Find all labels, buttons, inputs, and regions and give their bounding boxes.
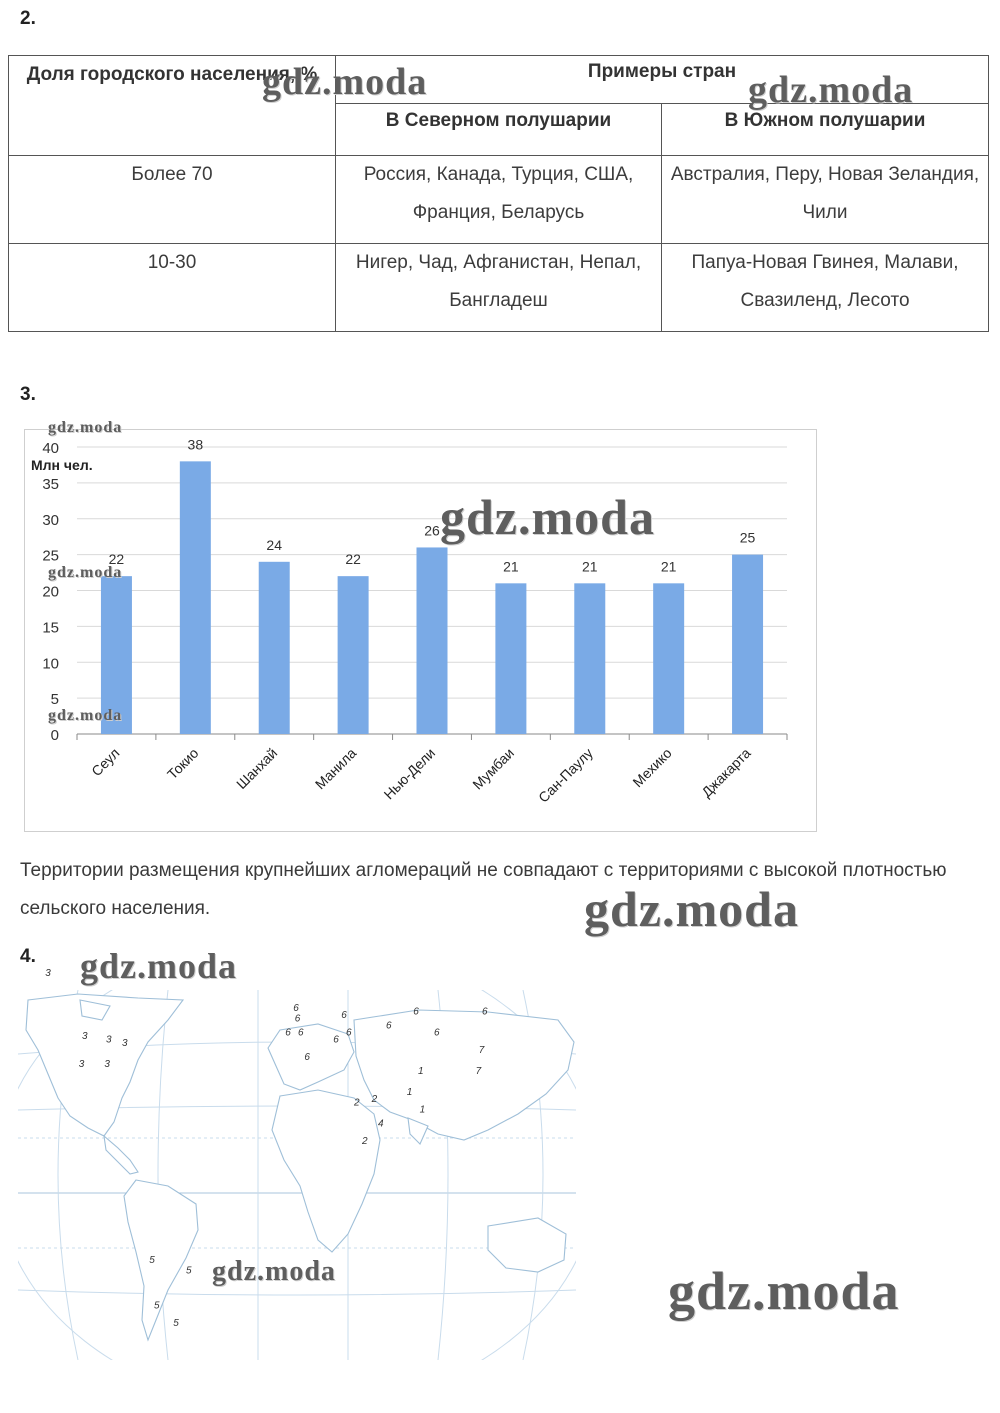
y-tick-label: 15 — [42, 619, 59, 637]
map-region-label: 6 — [482, 1006, 488, 1018]
header-urban-share: Доля городского населения, % — [9, 56, 336, 156]
data-label: 21 — [581, 558, 598, 575]
map-region-label: 7 — [475, 1066, 482, 1077]
bar — [574, 583, 605, 734]
data-label: 24 — [266, 536, 283, 553]
y-tick-label: 30 — [42, 511, 59, 529]
australia-outline — [488, 1218, 566, 1272]
watermark: gdz.moda — [748, 69, 914, 111]
map-region-label: 6 — [293, 1003, 299, 1014]
bar — [259, 562, 290, 734]
watermark: gdz.moda — [440, 489, 655, 545]
bar — [732, 555, 763, 734]
map-region-label: 1 — [406, 1087, 413, 1098]
map-region-label: 5 — [154, 1300, 160, 1312]
watermark: gdz.moda — [262, 61, 428, 103]
category-label: Нью-Дели — [380, 744, 439, 803]
bar — [338, 576, 369, 734]
data-label: 22 — [345, 551, 361, 568]
watermark: gdz.moda — [48, 419, 123, 436]
map-region-label: 2 — [371, 1094, 378, 1105]
y-tick-label: 10 — [42, 655, 59, 673]
map-region-label: 5 — [149, 1255, 155, 1266]
category-label: Сан-Паулу — [535, 744, 596, 806]
category-label: Джакарта — [698, 744, 754, 801]
map-region-label: 7 — [478, 1045, 485, 1056]
header-country-examples: Примеры стран — [336, 56, 989, 104]
cell-share: Более 70 — [9, 156, 336, 244]
africa-outline — [272, 1090, 380, 1252]
map-region-label: 6 — [333, 1034, 339, 1046]
europe-outline — [268, 1024, 354, 1090]
map-region-label: 5 — [186, 1265, 192, 1277]
map-region-label: 5 — [173, 1318, 179, 1329]
y-tick-label: 0 — [50, 727, 59, 744]
bar — [180, 461, 211, 734]
map-region-label: 3 — [122, 1038, 128, 1049]
y-tick-label: 40 — [42, 440, 59, 457]
category-label: Мехико — [629, 744, 675, 791]
map-region-label: 1 — [418, 1066, 424, 1077]
cell-south-countries: Папуа-Новая Гвинея, Малави, Свазиленд, Лесото — [662, 244, 989, 332]
category-label: Манила — [311, 744, 360, 793]
map-region-label: 3 — [45, 968, 51, 979]
watermark: gdz.moda — [212, 1256, 336, 1287]
category-label: Сеул — [88, 744, 123, 780]
watermark: gdz.moda — [584, 881, 799, 937]
map-region-label: 6 — [386, 1020, 392, 1032]
table-row — [9, 244, 989, 332]
category-label: Мумбаи — [469, 744, 518, 793]
watermark: gdz.moda — [668, 1261, 900, 1321]
map-region-label: 3 — [106, 1034, 112, 1046]
map-region-label: 6 — [413, 1006, 419, 1018]
map-region-label: 6 — [341, 1010, 347, 1021]
map-region-label: 3 — [78, 1059, 85, 1070]
map-region-label: 6 — [294, 1013, 301, 1025]
y-tick-label: 20 — [42, 583, 59, 601]
central-america-outline — [104, 1136, 138, 1174]
map-region-label: 6 — [304, 1052, 310, 1063]
data-label: 22 — [108, 551, 125, 568]
watermark: gdz.moda — [48, 564, 123, 581]
map-region-label: 1 — [419, 1104, 426, 1116]
parallel-line — [18, 1290, 576, 1295]
y-tick-label: 5 — [50, 691, 59, 709]
south-america-outline — [124, 1180, 198, 1340]
world-map — [18, 968, 576, 1360]
header-southern-hemisphere: В Южном полушарии — [662, 104, 989, 156]
cell-share: 10-30 — [9, 244, 336, 332]
conclusion-text: Территории размещения крупнейших агломераций не совпадают с территориями с высокой плотностью сельского населения. — [20, 860, 947, 919]
table-row — [9, 156, 989, 244]
map-region-label: 6 — [434, 1027, 440, 1039]
bar — [495, 583, 526, 734]
cell-south-countries: Австралия, Перу, Новая Зеландия, Чили — [662, 156, 989, 244]
cell-north-countries: Россия, Канада, Турция, США, Франция, Беларусь — [336, 156, 662, 244]
agglomeration-bar-chart — [25, 430, 816, 831]
data-label: 25 — [739, 529, 756, 546]
map-region-label: 6 — [346, 1027, 352, 1039]
y-tick-label: 25 — [42, 547, 59, 565]
map-region-label: 2 — [354, 1097, 360, 1109]
category-label: Токио — [163, 744, 202, 783]
task-2-number: 2. — [20, 8, 36, 29]
task-4-number: 4. — [20, 946, 36, 967]
cell-north-countries: Нигер, Чад, Афганистан, Непал, Бангладеш — [336, 244, 662, 332]
watermark: gdz.moda — [48, 707, 123, 724]
map-region-label: 4 — [378, 1118, 384, 1130]
category-label: Шанхай — [233, 744, 281, 793]
data-label: 21 — [660, 558, 677, 575]
y-axis-label: Млн чел. — [31, 457, 93, 473]
map-region-label: 3 — [104, 1059, 110, 1070]
map-region-label: 6 — [285, 1027, 291, 1039]
data-label: 21 — [503, 558, 519, 575]
map-region-label: 6 — [298, 1027, 304, 1039]
watermark: gdz.moda — [80, 946, 238, 986]
map-region-label: 2 — [362, 1136, 368, 1147]
task-3-number: 3. — [20, 384, 36, 405]
data-label: 38 — [187, 436, 204, 453]
y-tick-label: 35 — [42, 475, 59, 493]
data-label: 26 — [424, 522, 440, 539]
agglomeration-chart-frame — [24, 429, 817, 832]
bar — [417, 547, 448, 734]
map-region-label: 3 — [82, 1031, 88, 1042]
header-northern-hemisphere: В Северном полушарии — [336, 104, 662, 156]
bar — [653, 583, 684, 734]
